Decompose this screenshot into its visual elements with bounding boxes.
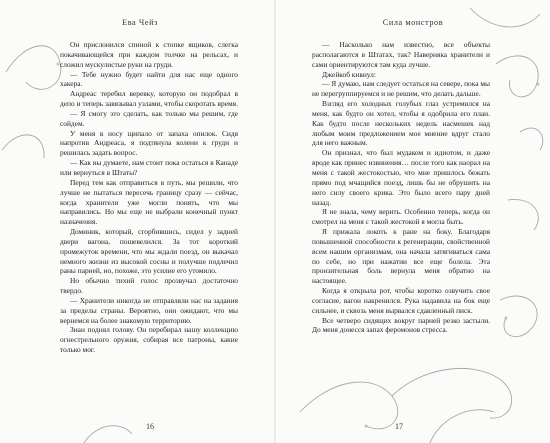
page-number: 17 xyxy=(395,422,403,431)
paragraph: Андреас теребил веревку, которую он подобрал в депо и теперь завязывал узлами, чтобы скоротать время. xyxy=(60,89,238,109)
paragraph: Перед тем как отправиться в путь, мы решили, что лучше не пытаться пересечь границу сразу — сейчас, когда хранители уже могли понять, что мы направились. Но мы еще не выбрали конечный пункт назначения. xyxy=(60,177,238,227)
paragraph: Зиан поднял голову. Он перебирал нашу коллекцию огнестрельного оружия, собирая все патроны, какие только мог. xyxy=(60,325,238,355)
paragraph: Взгляд его холодных голубых глаз устремился на меня, как будто он хотел, чтобы я одобрила его план. Как будто после нескольких недель насмешек над любым моим предложением мое мнение вдруг стало для него важным. xyxy=(312,99,490,148)
paragraph: Но обычно тихий голос прозвучал достаточно твердо. xyxy=(60,276,238,296)
right-page-body xyxy=(312,40,490,335)
paragraph: — Как вы думаете, нам стоит пока остаться в Канаде или вернуться в Штаты? xyxy=(60,158,238,177)
left-page-body xyxy=(60,40,238,355)
paragraph: — Я думаю, нам следует остаться на севере, пока мы не перегруппируемся и не решим, что делать дальше. xyxy=(312,79,490,99)
paragraph: Он признал, что был мудаком и идиотом, и даже вроде как принес извинения… после того как наорал на меня с такой жестокостью, что мне пришлось бежать прямо под мчащийся поезд, лишь бы не обрушить на него силу своего крика. Это было всего пару дней назад. xyxy=(312,148,490,207)
paragraph: Я прижала локоть к ране на боку. Благодаря повышенной способности к регенерации, свойственной всем нашим организмам, она начала затягиваться сама по себе, но при нажатии все еще болела. Эта пронзительная боль вернула меня обратно на настоящее. xyxy=(312,227,490,286)
running-head-author: Ева Чейз xyxy=(122,18,158,27)
paragraph: У меня в носу щипало от запаха опилок. Сидя напротив Андреаса, я подтянула колени к груди и решилась задать вопрос. xyxy=(60,128,238,158)
left-page xyxy=(0,0,274,443)
paragraph: Я не знала, чему верить. Особенно теперь, когда он смотрел на меня с такой жестокой я могла быть. xyxy=(312,207,490,227)
paragraph: Когда я открыла рот, чтобы коротко озвучить свое согласие, вагон накренился. Рука надавила на бок еще сильнее, и сквозь меня вырвался сдавленный писк. xyxy=(312,286,490,315)
page-number: 16 xyxy=(146,422,154,431)
paragraph: — Хранители никогда не отправляли нас на задания за пределы страны. Вероятно, они ожидают, что мы вернемся на более знакомую территорию. xyxy=(60,295,238,325)
right-page xyxy=(276,0,550,443)
paragraph: Все четверо сидящих вокруг парней резко застыли. До меня донесся запах феромонов стресса. xyxy=(312,315,490,335)
running-head-title: Сила монстров xyxy=(382,18,444,27)
paragraph: — Насколько нам известно, все объекты располагаются в Штатах, так? Наверняка хранители и сами ориентируются там куда лучше. xyxy=(312,40,490,69)
paragraph: Он прислонился спиной к стопке ящиков, слегка покачивающейся при каждом толчке на рельсах, и сложил мускулистые руки на груди. xyxy=(60,40,238,69)
paragraph: — Тебе нужно будет найти для нас еще одного хакера. xyxy=(60,69,238,89)
paragraph: Доминик, который, сгорбившись, сидел у задней двери вагона, пошевелился. За тот короткий промежуток времени, что мы ждали поезд, он выкачал немного жизни из высокой сосны и получше подлечил раны парней, но, похоже, это усилие его утомило. xyxy=(60,227,238,276)
paragraph: Джейкоб кивнул: xyxy=(322,69,376,79)
paragraph: — Я смогу это сделать, как только мы решим, где сойдем. xyxy=(60,108,238,128)
